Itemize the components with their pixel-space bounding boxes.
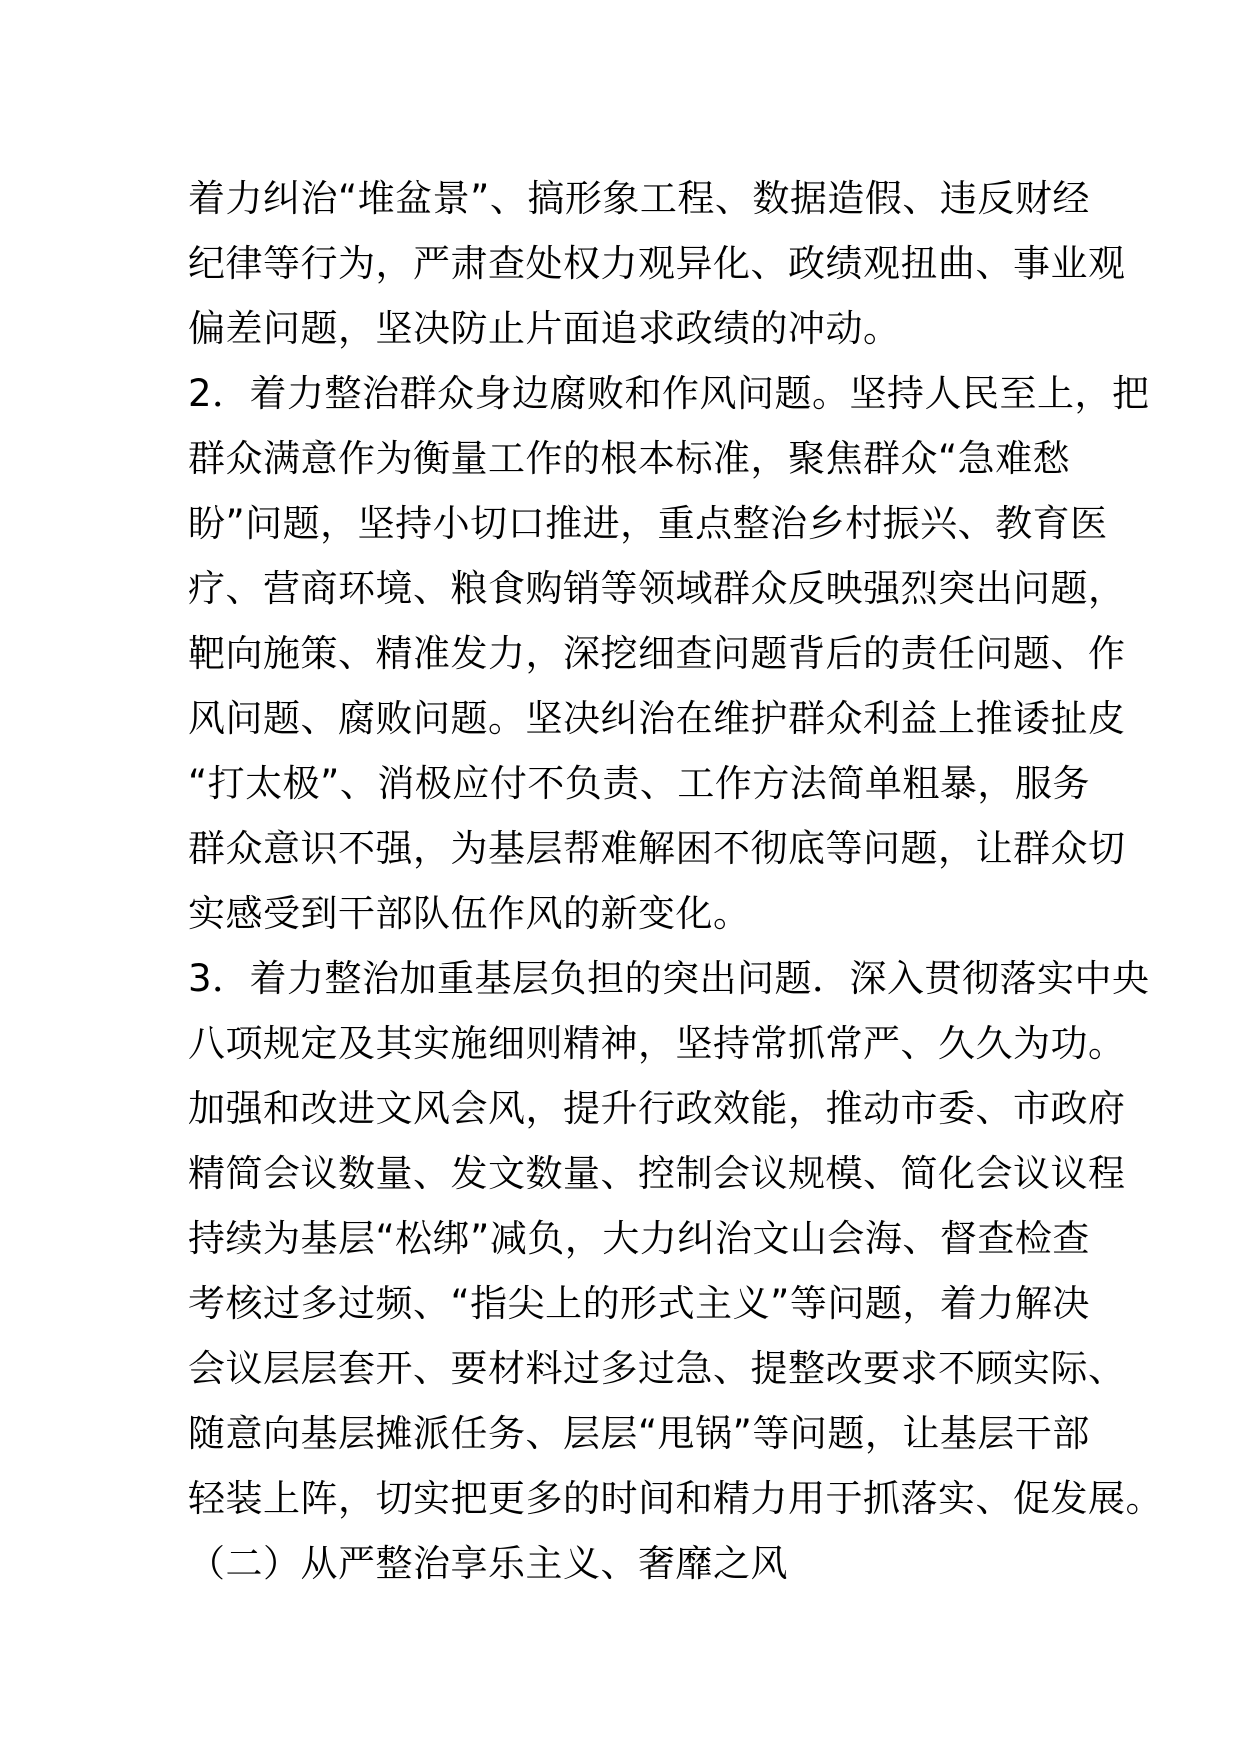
text-line: 靶向施策、精准发力，深挖细查问题背后的责任问题、作 <box>188 632 1126 675</box>
numbered-item-2: 2．着力整治群众身边腐败和作风问题。坚持人民至上，把 <box>188 372 1150 415</box>
text-line: 考核过多过频、“指尖上的形式主义”等问题，着力解决 <box>188 1282 1090 1325</box>
text-line: 着力纠治“堆盆景”、搞形象工程、数据造假、违反财经 <box>188 177 1090 220</box>
text-line: 会议层层套开、要材料过多过急、提整改要求不顾实际、 <box>188 1347 1126 1390</box>
text-line: 八项规定及其实施细则精神，坚持常抓常严、久久为功。 <box>188 1022 1126 1065</box>
document-body <box>188 166 1163 1596</box>
text-line: 偏差问题，坚决防止片面追求政绩的冲动。 <box>188 307 901 350</box>
text-line: 精简会议数量、发文数量、控制会议规模、简化会议议程 <box>188 1152 1126 1195</box>
text-line: 盼”问题，坚持小切口推进，重点整治乡村振兴、教育医 <box>188 502 1108 545</box>
text-line: “打太极”、消极应付不负责、工作方法简单粗暴，服务 <box>188 762 1090 805</box>
text-line: 疗、营商环境、粮食购销等领域群众反映强烈突出问题， <box>188 567 1126 610</box>
section-heading: （二）从严整治享乐主义、奢靡之风 <box>188 1542 788 1585</box>
text-line: 实感受到干部队伍作风的新变化。 <box>188 892 751 935</box>
text-line: 持续为基层“松绑”减负，大力纠治文山会海、督查检查 <box>188 1217 1090 1260</box>
text-line: 加强和改进文风会风，提升行政效能，推动市委、市政府 <box>188 1087 1126 1130</box>
text-line: 群众意识不强，为基层帮难解困不彻底等问题，让群众切 <box>188 827 1126 870</box>
text-line: 纪律等行为，严肃查处权力观异化、政绩观扭曲、事业观 <box>188 242 1126 285</box>
text-line: 轻装上阵，切实把更多的时间和精力用于抓落实、促发展。 <box>188 1477 1163 1520</box>
numbered-item-3: 3．着力整治加重基层负担的突出问题．深入贯彻落实中央 <box>188 957 1150 1000</box>
text-line: 风问题、腐败问题。坚决纠治在维护群众利益上推诿扯皮 <box>188 697 1126 740</box>
text-line: 随意向基层摊派任务、层层“甩锅”等问题，让基层干部 <box>188 1412 1090 1455</box>
text-line: 群众满意作为衡量工作的根本标准，聚焦群众“急难愁 <box>188 437 1071 480</box>
